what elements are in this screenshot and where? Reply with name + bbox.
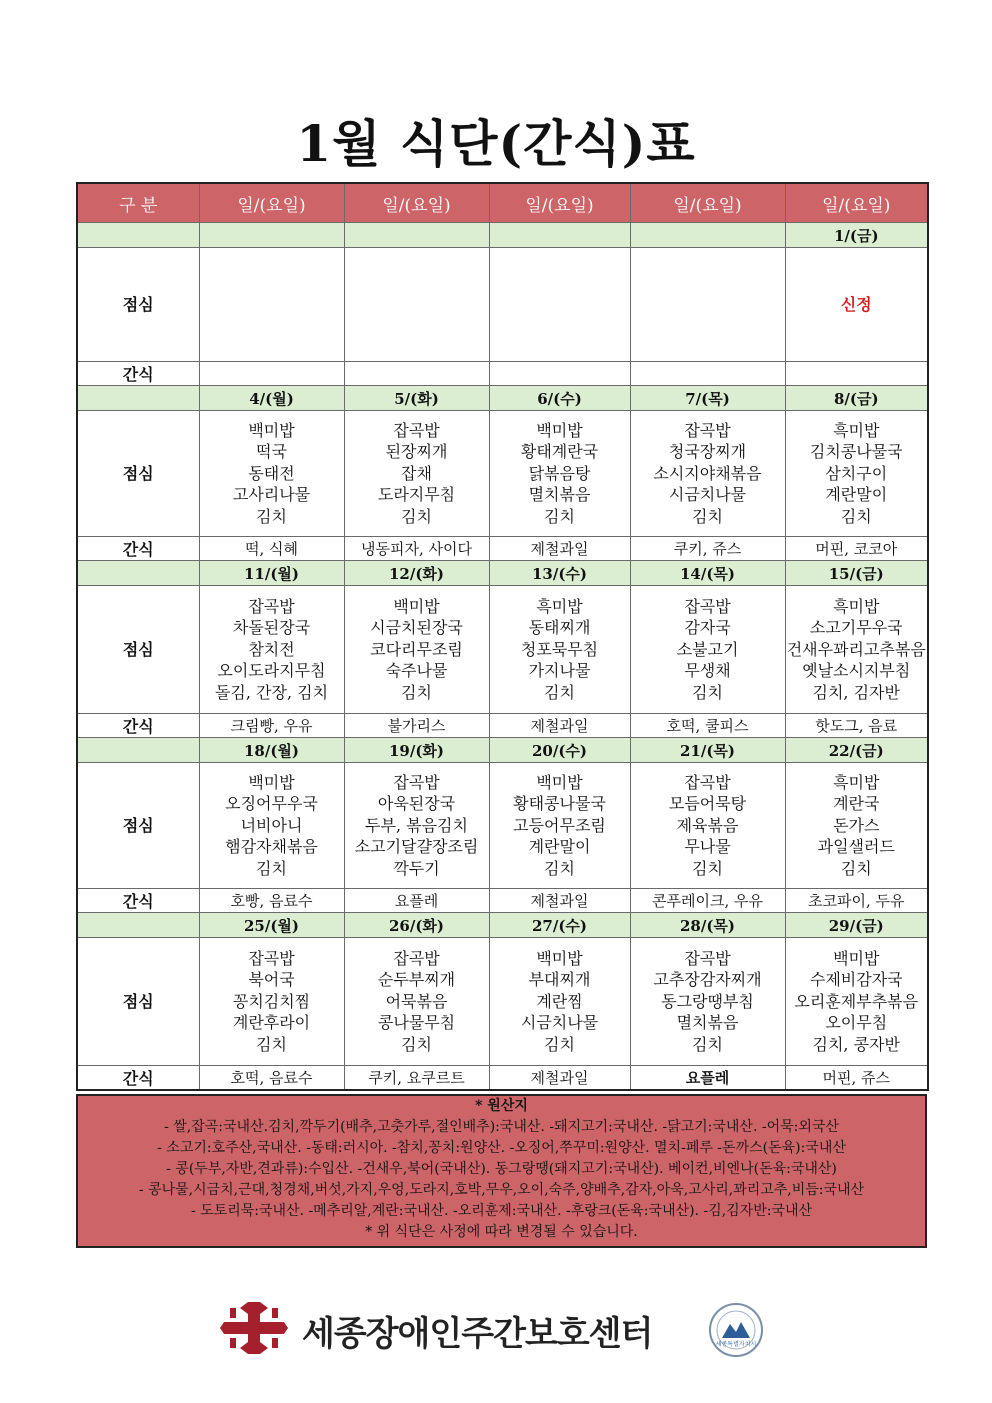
- menu-item: 떡국: [256, 442, 287, 462]
- menu-item: 차돌된장국: [232, 618, 311, 638]
- menu-item: 백미밥: [536, 948, 583, 968]
- lunch-cell: [199, 763, 344, 889]
- origin-line: - 도토리묵:국내산. -메추리알,계란:국내산. -오리훈제:국내산. -후랑크(돈육:국내산). -김,김자반:국내산: [190, 1203, 813, 1219]
- origin-line: - 소고기:호주산,국내산. -동태:러시아. -참치,꽁치:원양산. -오징어,쭈꾸미:원양산. 멸치-페루 -돈까스(돈육):국내산: [157, 1140, 846, 1156]
- snack-label: 간식: [77, 889, 199, 913]
- menu-item: 김치: [692, 1034, 723, 1054]
- menu-item: 오징어무우국: [225, 794, 318, 814]
- menu-item: 콩나물무침: [377, 1013, 456, 1033]
- menu-item: 청포묵무침: [520, 639, 599, 659]
- menu-item: 잡곡밥: [393, 420, 440, 440]
- menu-item: 잡곡밥: [393, 772, 440, 792]
- date-cell: 15/(금): [785, 561, 928, 586]
- menu-item: 햄감자채볶음: [225, 837, 318, 857]
- snack-cell: 크림빵, 우유: [199, 714, 344, 738]
- menu-item: 백미밥: [248, 772, 295, 792]
- lunch-cell: [630, 938, 785, 1066]
- menu-item: 닭볶음탕: [528, 463, 591, 483]
- menu-item: 김치: [401, 506, 432, 526]
- date-cell: 18/(월): [199, 738, 344, 763]
- seal-text: 세종특별자치시: [715, 1341, 757, 1348]
- snack-cell: 떡, 식혜: [199, 537, 344, 561]
- menu-item: 신정: [840, 294, 872, 314]
- menu-item: 돌김, 간장, 김치: [214, 682, 329, 702]
- menu-item: 황태계란국: [520, 442, 599, 462]
- lunch-cell: [785, 248, 928, 362]
- date-row: [77, 223, 928, 248]
- menu-item: 잡곡밥: [393, 948, 440, 968]
- menu-item: 계란후라이: [232, 1013, 311, 1033]
- date-cell: 8/(금): [785, 386, 928, 411]
- lunch-row: [77, 248, 928, 362]
- date-label-blank: [77, 738, 199, 763]
- header-day: 일/(요일): [199, 183, 344, 223]
- lunch-cell: [785, 586, 928, 714]
- snack-cell: 제철과일: [489, 714, 630, 738]
- header-category: 구 분: [77, 183, 199, 223]
- menu-table: [76, 182, 929, 1091]
- snack-cell: 쿠키, 요쿠르트: [344, 1066, 489, 1091]
- lunch-label: 점심: [77, 938, 199, 1066]
- snack-cell: 제철과일: [489, 537, 630, 561]
- date-cell: 13/(수): [489, 561, 630, 586]
- date-cell: 21/(목): [630, 738, 785, 763]
- menu-item: 소고기달걀장조림: [354, 837, 479, 857]
- menu-item: 감자국: [684, 618, 731, 638]
- menu-item: 소불고기: [676, 639, 739, 659]
- menu-item: 흑미밥: [833, 596, 880, 616]
- snack-row: [77, 1066, 928, 1091]
- menu-item: 김치: [256, 506, 287, 526]
- footer: [220, 1302, 780, 1356]
- menu-item: 잡채: [401, 463, 432, 483]
- menu-item: 건새우꽈리고추볶음: [786, 639, 926, 659]
- snack-cell: [785, 362, 928, 386]
- date-cell: 27/(수): [489, 913, 630, 938]
- lunch-row: [77, 586, 928, 714]
- menu-item: 숙주나물: [385, 661, 448, 681]
- snack-cell: 요플레: [630, 1066, 785, 1091]
- date-cell: [344, 223, 489, 248]
- date-cell: 1/(금): [785, 223, 928, 248]
- snack-cell: 쿠키, 쥬스: [630, 537, 785, 561]
- menu-item: 잡곡밥: [248, 596, 295, 616]
- menu-item: 계란말이: [825, 485, 888, 505]
- menu-item: 흑미밥: [833, 420, 880, 440]
- date-cell: [489, 223, 630, 248]
- menu-item: 잡곡밥: [684, 420, 731, 440]
- lunch-cell: [344, 763, 489, 889]
- origin-line: - 콩(두부,자반,견과류):수입산. -건새우,북어(국내산). 동그랑땡(돼지고기:국내산). 베이컨,비엔나(돈육:국내산): [166, 1161, 837, 1177]
- date-cell: 25/(월): [199, 913, 344, 938]
- header-day: 일/(요일): [344, 183, 489, 223]
- lunch-label: 점심: [77, 763, 199, 889]
- header-day: 일/(요일): [785, 183, 928, 223]
- date-cell: 20/(수): [489, 738, 630, 763]
- menu-item: 청국장찌개: [668, 442, 747, 462]
- snack-cell: [630, 362, 785, 386]
- snack-row: [77, 537, 928, 561]
- menu-item: 김치, 김자반: [812, 682, 900, 702]
- lunch-label: 점심: [77, 586, 199, 714]
- snack-cell: 콘푸레이크, 우유: [630, 889, 785, 913]
- lunch-cell: [344, 411, 489, 537]
- menu-item: 백미밥: [248, 420, 295, 440]
- lunch-cell: [344, 586, 489, 714]
- snack-cell: 핫도그, 음료: [785, 714, 928, 738]
- snack-cell: 호빵, 음료수: [199, 889, 344, 913]
- menu-item: 잡곡밥: [684, 772, 731, 792]
- menu-item: 동태찌개: [528, 618, 591, 638]
- snack-cell: 초코파이, 두유: [785, 889, 928, 913]
- menu-item: 너비아니: [240, 815, 303, 835]
- date-row: [77, 738, 928, 763]
- menu-item: 흑미밥: [536, 596, 583, 616]
- snack-row: [77, 714, 928, 738]
- date-cell: 14/(목): [630, 561, 785, 586]
- snack-cell: [344, 362, 489, 386]
- snack-cell: [489, 362, 630, 386]
- snack-label: 간식: [77, 537, 199, 561]
- menu-item: 잡곡밥: [684, 948, 731, 968]
- date-cell: 11/(월): [199, 561, 344, 586]
- menu-item: 된장찌개: [385, 442, 448, 462]
- menu-item: 백미밥: [393, 596, 440, 616]
- lunch-cell: [489, 763, 630, 889]
- date-cell: 26/(화): [344, 913, 489, 938]
- origin-line: - 콩나물,시금치,근대,청경채,버섯,가지,우엉,도라지,호박,무우,오이,숙주,양배추,감자,아욱,고사리,꽈리고추,비듬:국내산: [138, 1182, 865, 1198]
- snack-cell: 제철과일: [489, 889, 630, 913]
- menu-item: 옛날소시지부침: [802, 661, 911, 681]
- menu-item: 코다리무조림: [370, 639, 463, 659]
- menu-item: 무생채: [684, 661, 731, 681]
- lunch-cell: [489, 938, 630, 1066]
- date-label-blank: [77, 913, 199, 938]
- lunch-cell: [630, 248, 785, 362]
- menu-item: 김치: [544, 682, 575, 702]
- menu-item: 백미밥: [536, 420, 583, 440]
- origin-info-box: [76, 1094, 927, 1248]
- menu-item: 고추장감자찌개: [653, 970, 762, 990]
- menu-item: 동태전: [248, 463, 295, 483]
- menu-item: 김치: [544, 506, 575, 526]
- snack-cell: [199, 362, 344, 386]
- lunch-row: [77, 938, 928, 1066]
- lunch-cell: [199, 411, 344, 537]
- menu-item: 계란말이: [528, 837, 591, 857]
- snack-cell: 요플레: [344, 889, 489, 913]
- menu-item: 깍두기: [393, 858, 440, 878]
- menu-item: 오리훈제부추볶음: [794, 991, 919, 1011]
- snack-row: [77, 889, 928, 913]
- lunch-label: 점심: [77, 411, 199, 537]
- menu-item: 도라지무침: [377, 485, 456, 505]
- lunch-cell: [630, 763, 785, 889]
- lunch-cell: [630, 586, 785, 714]
- date-label-blank: [77, 223, 199, 248]
- menu-item: 모듬어묵탕: [668, 794, 747, 814]
- lunch-cell: [199, 248, 344, 362]
- menu-item: 두부, 볶음김치: [365, 815, 468, 835]
- caritas-logo-icon: [220, 1302, 288, 1354]
- snack-cell: 호떡, 음료수: [199, 1066, 344, 1091]
- menu-item: 잡곡밥: [248, 948, 295, 968]
- menu-item: 김치콩나물국: [809, 442, 903, 462]
- menu-item: 참치전: [248, 639, 295, 659]
- menu-item: 흑미밥: [833, 772, 880, 792]
- menu-item: 멸치볶음: [676, 1013, 739, 1033]
- date-cell: 22/(금): [785, 738, 928, 763]
- lunch-cell: [489, 411, 630, 537]
- snack-cell: 머핀, 쥬스: [785, 1066, 928, 1091]
- menu-item: 백미밥: [833, 948, 880, 968]
- lunch-cell: [489, 586, 630, 714]
- menu-item: 돈가스: [833, 815, 880, 835]
- lunch-cell: [199, 586, 344, 714]
- menu-item: 멸치볶음: [528, 485, 591, 505]
- origin-note: * 위 식단은 사정에 따라 변경될 수 있습니다.: [365, 1224, 638, 1240]
- origin-title: * 원산지: [475, 1098, 528, 1114]
- date-cell: 7/(목): [630, 386, 785, 411]
- menu-item: 백미밥: [536, 772, 583, 792]
- date-cell: 4/(월): [199, 386, 344, 411]
- menu-item: 김치: [840, 858, 872, 878]
- snack-label: 간식: [77, 362, 199, 386]
- lunch-cell: [630, 411, 785, 537]
- menu-item: 김치: [256, 1034, 287, 1054]
- menu-item: 시금치나물: [668, 485, 747, 505]
- menu-item: 황태콩나물국: [513, 794, 606, 814]
- origin-line: - 쌀,잡곡:국내산.김치,깍두기(배추,고춧가루,절인배추):국내산. -돼지고기:국내산. -닭고기:국내산. -어묵:외국산: [164, 1119, 839, 1135]
- menu-item: 계란국: [833, 794, 880, 814]
- menu-item: 김치: [692, 682, 723, 702]
- snack-row: [77, 362, 928, 386]
- menu-item: 삼치구이: [825, 463, 888, 483]
- page-title: 1월 식단(간식)표: [296, 114, 696, 173]
- lunch-label: 점심: [77, 248, 199, 362]
- menu-item: 계란찜: [536, 991, 583, 1011]
- menu-item: 무나물: [684, 837, 731, 857]
- lunch-cell: [489, 248, 630, 362]
- menu-item: 제육볶음: [676, 815, 739, 835]
- city-seal-icon: [708, 1302, 764, 1358]
- menu-item: 아욱된장국: [377, 794, 456, 814]
- date-row: [77, 561, 928, 586]
- menu-item: 고등어무조림: [513, 815, 606, 835]
- header-row: [77, 183, 928, 223]
- lunch-cell: [785, 938, 928, 1066]
- lunch-cell: [344, 248, 489, 362]
- date-cell: [199, 223, 344, 248]
- menu-item: 김치, 콩자반: [812, 1034, 900, 1054]
- menu-item: 시금치된장국: [370, 618, 463, 638]
- date-label-blank: [77, 561, 199, 586]
- date-label-blank: [77, 386, 199, 411]
- lunch-cell: [344, 938, 489, 1066]
- menu-item: 오이도라지무침: [217, 661, 326, 681]
- menu-item: 김치: [692, 858, 723, 878]
- menu-item: 시금치나물: [520, 1013, 599, 1033]
- menu-item: 어묵볶음: [385, 991, 448, 1011]
- snack-cell: 호떡, 쿨피스: [630, 714, 785, 738]
- date-cell: 12/(화): [344, 561, 489, 586]
- menu-item: 김치: [544, 1034, 575, 1054]
- lunch-row: [77, 763, 928, 889]
- snack-label: 간식: [77, 1066, 199, 1091]
- lunch-cell: [199, 938, 344, 1066]
- snack-cell: 머핀, 코코아: [785, 537, 928, 561]
- menu-item: 소시지야채볶음: [653, 463, 762, 483]
- menu-item: 김치: [401, 682, 432, 702]
- date-cell: 6/(수): [489, 386, 630, 411]
- menu-item: 김치: [840, 506, 872, 526]
- menu-item: 동그랑땡부침: [661, 991, 754, 1011]
- snack-cell: 냉동피자, 사이다: [344, 537, 489, 561]
- snack-cell: 제철과일: [489, 1066, 630, 1091]
- date-cell: [630, 223, 785, 248]
- menu-item: 순두부찌개: [377, 970, 456, 990]
- lunch-row: [77, 411, 928, 537]
- date-cell: 28/(목): [630, 913, 785, 938]
- menu-item: 수제비감자국: [809, 970, 903, 990]
- date-cell: 29/(금): [785, 913, 928, 938]
- header-day: 일/(요일): [489, 183, 630, 223]
- menu-item: 오이무침: [825, 1013, 888, 1033]
- date-cell: 19/(화): [344, 738, 489, 763]
- menu-item: 가지나물: [528, 661, 591, 681]
- menu-item: 고사리나물: [232, 485, 311, 505]
- menu-item: 김치: [692, 506, 723, 526]
- snack-label: 간식: [77, 714, 199, 738]
- menu-item: 김치: [256, 858, 287, 878]
- date-cell: 5/(화): [344, 386, 489, 411]
- menu-item: 김치: [544, 858, 575, 878]
- organization-name: 세종장애인주간보호센터: [302, 1314, 653, 1354]
- menu-item: 소고기무우국: [809, 618, 903, 638]
- menu-item: 북어국: [248, 970, 295, 990]
- snack-cell: 불가리스: [344, 714, 489, 738]
- lunch-cell: [785, 411, 928, 537]
- menu-item: 부대찌개: [528, 970, 591, 990]
- date-row: [77, 913, 928, 938]
- date-row: [77, 386, 928, 411]
- header-day: 일/(요일): [630, 183, 785, 223]
- menu-item: 꽁치김치찜: [232, 991, 311, 1011]
- menu-item: 과일샐러드: [817, 837, 895, 857]
- menu-item: 잡곡밥: [684, 596, 731, 616]
- menu-item: 김치: [401, 1034, 432, 1054]
- lunch-cell: [785, 763, 928, 889]
